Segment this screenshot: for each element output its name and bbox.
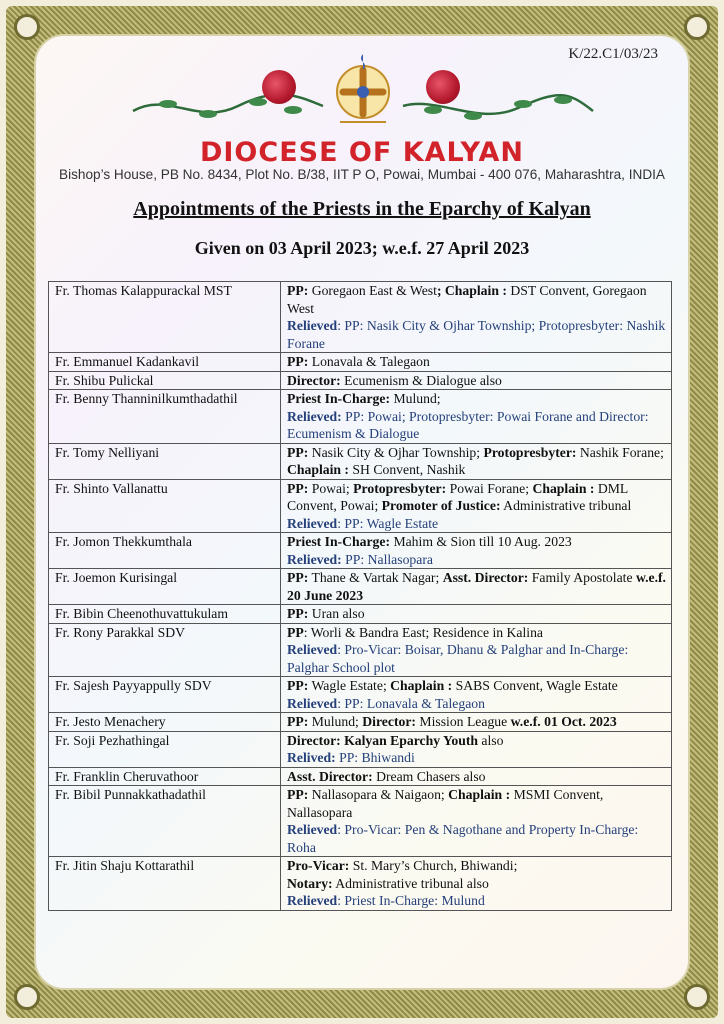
- table-row: [49, 569, 672, 605]
- appointment-details: Priest In-Charge: Mahim & Sion till 10 Aug. 2023 Relieved: PP: Nallasopara: [281, 533, 672, 569]
- priest-name: Fr. Franklin Cheruvathoor: [49, 767, 281, 786]
- table-row: [49, 371, 672, 390]
- corner-ornament: [14, 984, 40, 1010]
- appointment-details: PP: Worli & Bandra East; Residence in Kalina Relieved: Pro-Vicar: Boisar, Dhanu & Palghar and In-Charge: Palghar School plot: [281, 623, 672, 677]
- priest-name: Fr. Joemon Kurisingal: [49, 569, 281, 605]
- appointment-details: PP: Thane & Vartak Nagar; Asst. Director: Family Apostolate w.e.f. 20 June 2023: [281, 569, 672, 605]
- appointment-details: PP: Wagle Estate; Chaplain : SABS Convent, Wagle Estate Relieved: PP: Lonavala & Talegaon: [281, 677, 672, 713]
- organization-name: DIOCESE OF KALYAN: [199, 137, 525, 168]
- priest-name: Fr. Soji Pezhathingal: [49, 731, 281, 767]
- priest-name: Fr. Sajesh Payyappully SDV: [49, 677, 281, 713]
- appointment-details: Director: Kalyan Eparchy Youth also Relived: PP: Bhiwandi: [281, 731, 672, 767]
- vine-ornament-left: [128, 86, 328, 126]
- table-row: [49, 605, 672, 624]
- table-row: [49, 857, 672, 911]
- appointment-details: PP: Nallasopara & Naigaon; Chaplain : MSMI Convent, Nallasopara Relieved: Pro-Vicar: Pen & Nagothane and Property In-Charge: Roha: [281, 786, 672, 857]
- priest-name: Fr. Jitin Shaju Kottarathil: [49, 857, 281, 911]
- appointment-details: Pro-Vicar: St. Mary’s Church, Bhiwandi; Notary: Administrative tribunal also Relieved: Priest In-Charge: Mulund: [281, 857, 672, 911]
- appointments-table: [48, 281, 672, 911]
- priest-name: Fr. Rony Parakkal SDV: [49, 623, 281, 677]
- table-row: [49, 479, 672, 533]
- priest-name: Fr. Jesto Menachery: [49, 713, 281, 732]
- priest-name: Fr. Benny Thanninilkumthadathil: [49, 390, 281, 444]
- table-row: [49, 731, 672, 767]
- table-row: [49, 282, 672, 353]
- eparchy-emblem-icon: [320, 50, 406, 136]
- corner-ornament: [684, 984, 710, 1010]
- appointment-details: PP: Lonavala & Talegaon: [281, 353, 672, 372]
- table-row: [49, 533, 672, 569]
- priest-name: Fr. Jomon Thekkumthala: [49, 533, 281, 569]
- organization-address: Bishop’s House, PB No. 8434, Plot No. B/38, IIT P O, Powai, Mumbai - 400 076, Maharashtra, INDIA: [59, 167, 665, 182]
- table-row: [49, 677, 672, 713]
- appointment-details: Priest In-Charge: Mulund; Relieved: PP: Powai; Protopresbyter: Powai Forane and Director: Ecumenism & Dialogue: [281, 390, 672, 444]
- priest-name: Fr. Shinto Vallanattu: [49, 479, 281, 533]
- reference-number: K/22.C1/03/23: [568, 46, 658, 62]
- priest-name: Fr. Bibin Cheenothuvattukulam: [49, 605, 281, 624]
- rose-icon: [426, 70, 460, 104]
- table-row: [49, 713, 672, 732]
- appointment-details: PP: Goregaon East & West; Chaplain : DST Convent, Goregaon West Relieved: PP: Nasik City & Ojhar Township; Protopresbyter: Nashik Forane: [281, 282, 672, 353]
- priest-name: Fr. Emmanuel Kadankavil: [49, 353, 281, 372]
- appointment-details: Asst. Director: Dream Chasers also: [281, 767, 672, 786]
- table-row: [49, 443, 672, 479]
- table-row: [49, 786, 672, 857]
- appointment-details: PP: Nasik City & Ojhar Township; Protopresbyter: Nashik Forane; Chaplain : SH Convent, Nashik: [281, 443, 672, 479]
- document-subtitle: Given on 03 April 2023; w.e.f. 27 April 2023: [194, 238, 530, 258]
- table-row: [49, 623, 672, 677]
- rose-icon: [262, 70, 296, 104]
- appointment-details: PP: Mulund; Director: Mission League w.e.f. 01 Oct. 2023: [281, 713, 672, 732]
- appointment-details: Director: Ecumenism & Dialogue also: [281, 371, 672, 390]
- corner-ornament: [684, 14, 710, 40]
- priest-name: Fr. Bibil Punnakkathadathil: [49, 786, 281, 857]
- document-title: Appointments of the Priests in the Eparchy of Kalyan: [133, 198, 591, 220]
- corner-ornament: [14, 14, 40, 40]
- priest-name: Fr. Shibu Pulickal: [49, 371, 281, 390]
- appointment-details: PP: Uran also: [281, 605, 672, 624]
- table-row: [49, 390, 672, 444]
- priest-name: Fr. Thomas Kalappurackal MST: [49, 282, 281, 353]
- appointment-details: PP: Powai; Protopresbyter: Powai Forane; Chaplain : DML Convent, Powai; Promoter of Justice: Administrative tribunal Relieved: PP: Wagle Estate: [281, 479, 672, 533]
- table-row: [49, 353, 672, 372]
- priest-name: Fr. Tomy Nelliyani: [49, 443, 281, 479]
- table-row: [49, 767, 672, 786]
